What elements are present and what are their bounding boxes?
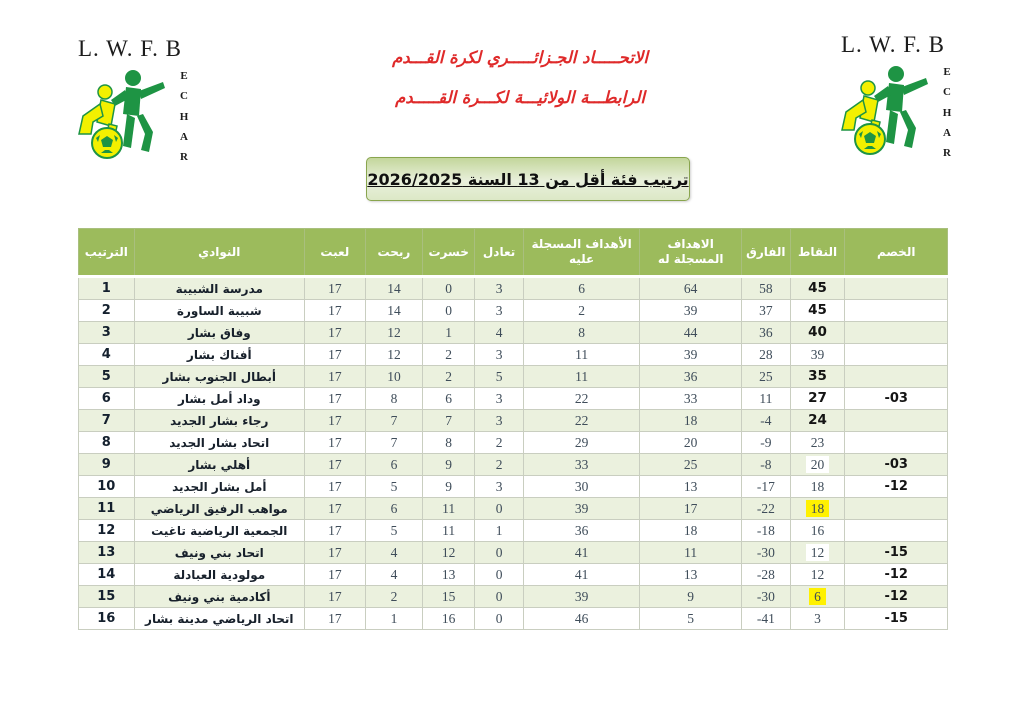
cell-played: 17 xyxy=(304,498,365,520)
table-row xyxy=(79,586,948,608)
cell-deduction xyxy=(845,432,948,454)
cell-played: 17 xyxy=(304,432,365,454)
cell-points xyxy=(790,322,845,344)
table-row xyxy=(79,366,948,388)
cell-drawn: 3 xyxy=(475,388,524,410)
cell-played: 17 xyxy=(304,564,365,586)
cell-for: 13 xyxy=(640,476,742,498)
cell-won: 10 xyxy=(365,366,422,388)
cell-points xyxy=(790,366,845,388)
footballer-icon xyxy=(71,64,175,160)
cell-won: 6 xyxy=(365,454,422,476)
cell-against: 39 xyxy=(523,586,639,608)
cell-deduction xyxy=(845,366,948,388)
cell-for: 36 xyxy=(640,366,742,388)
cell-for: 33 xyxy=(640,388,742,410)
cell-against: 2 xyxy=(523,300,639,322)
cell-rank: 15 xyxy=(79,586,135,608)
cell-rank: 1 xyxy=(79,277,135,300)
cell-played: 17 xyxy=(304,586,365,608)
cell-club: وفاق بشار xyxy=(134,322,304,344)
table-row xyxy=(79,520,948,542)
cell-deduction: -15 xyxy=(845,542,948,564)
cell-club: رجاء بشار الجديد xyxy=(134,410,304,432)
cell-for: 25 xyxy=(640,454,742,476)
cell-diff: -18 xyxy=(742,520,791,542)
points-value: 18 xyxy=(806,500,830,517)
cell-diff: 58 xyxy=(742,277,791,300)
cell-won: 4 xyxy=(365,542,422,564)
cell-rank: 7 xyxy=(79,410,135,432)
cell-lost: 16 xyxy=(423,608,475,630)
cell-rank: 9 xyxy=(79,454,135,476)
cell-for: 39 xyxy=(640,300,742,322)
cell-deduction: -03 xyxy=(845,454,948,476)
cell-diff: -28 xyxy=(742,564,791,586)
cell-for: 11 xyxy=(640,542,742,564)
cell-points xyxy=(790,410,845,432)
table-row xyxy=(79,300,948,322)
cell-for: 20 xyxy=(640,432,742,454)
table-row xyxy=(79,476,948,498)
cell-points xyxy=(790,498,845,520)
col-header-points: النقاط xyxy=(790,229,845,277)
col-header-rank: الترتيب xyxy=(79,229,135,277)
cell-diff: 25 xyxy=(742,366,791,388)
cell-points xyxy=(790,564,845,586)
cell-rank: 5 xyxy=(79,366,135,388)
cell-diff: -41 xyxy=(742,608,791,630)
cell-deduction: -03 xyxy=(845,388,948,410)
cell-diff: 11 xyxy=(742,388,791,410)
table-row xyxy=(79,498,948,520)
cell-lost: 1 xyxy=(423,322,475,344)
cell-club: اتحاد الرياضي مدينة بشار xyxy=(134,608,304,630)
col-header-for: الاهداف المسجلة له xyxy=(640,229,742,277)
cell-played: 17 xyxy=(304,476,365,498)
cell-drawn: 0 xyxy=(475,542,524,564)
table-row xyxy=(79,432,948,454)
cell-points xyxy=(790,277,845,300)
cell-rank: 2 xyxy=(79,300,135,322)
cell-diff: -30 xyxy=(742,586,791,608)
cell-won: 7 xyxy=(365,410,422,432)
points-value: 27 xyxy=(808,390,827,406)
points-value: 20 xyxy=(806,456,830,473)
cell-lost: 9 xyxy=(423,476,475,498)
cell-against: 41 xyxy=(523,542,639,564)
points-value: 18 xyxy=(810,479,825,494)
points-value: 24 xyxy=(808,412,827,428)
cell-rank: 16 xyxy=(79,608,135,630)
points-value: 35 xyxy=(808,368,827,384)
cell-rank: 12 xyxy=(79,520,135,542)
cell-diff: -22 xyxy=(742,498,791,520)
cell-drawn: 4 xyxy=(475,322,524,344)
cell-points xyxy=(790,586,845,608)
cell-points xyxy=(790,542,845,564)
cell-won: 14 xyxy=(365,277,422,300)
cell-against: 30 xyxy=(523,476,639,498)
cell-rank: 10 xyxy=(79,476,135,498)
cell-drawn: 0 xyxy=(475,498,524,520)
cell-played: 17 xyxy=(304,410,365,432)
table-row xyxy=(79,608,948,630)
col-header-club: النوادي xyxy=(134,229,304,277)
cell-rank: 13 xyxy=(79,542,135,564)
cell-club: شبيبة الساورة xyxy=(134,300,304,322)
cell-drawn: 5 xyxy=(475,366,524,388)
table-row xyxy=(79,344,948,366)
cell-won: 8 xyxy=(365,388,422,410)
table-row xyxy=(79,277,948,300)
standings-title: ترتيب فئة أقل من 13 السنة 2026/2025 xyxy=(367,169,689,189)
table-row xyxy=(79,322,948,344)
cell-against: 22 xyxy=(523,410,639,432)
points-value: 23 xyxy=(810,435,825,450)
cell-deduction: -12 xyxy=(845,476,948,498)
cell-diff: -30 xyxy=(742,542,791,564)
col-header-lost: خسرت xyxy=(423,229,475,277)
points-value: 39 xyxy=(810,347,825,362)
cell-diff: -8 xyxy=(742,454,791,476)
cell-drawn: 0 xyxy=(475,564,524,586)
cell-won: 5 xyxy=(365,520,422,542)
cell-rank: 11 xyxy=(79,498,135,520)
cell-against: 11 xyxy=(523,366,639,388)
logo-vertical-text: E C H A R xyxy=(942,66,952,160)
points-value: 40 xyxy=(808,324,827,340)
cell-diff: -4 xyxy=(742,410,791,432)
cell-against: 36 xyxy=(523,520,639,542)
cell-lost: 11 xyxy=(423,520,475,542)
points-value: 12 xyxy=(810,567,825,582)
cell-lost: 11 xyxy=(423,498,475,520)
cell-lost: 12 xyxy=(423,542,475,564)
cell-points xyxy=(790,520,845,542)
logo-title: L. W. F. B xyxy=(77,36,183,61)
cell-against: 11 xyxy=(523,344,639,366)
points-value: 45 xyxy=(808,280,827,296)
cell-won: 6 xyxy=(365,498,422,520)
cell-for: 64 xyxy=(640,277,742,300)
footballer-icon xyxy=(834,60,938,156)
cell-played: 17 xyxy=(304,542,365,564)
cell-drawn: 0 xyxy=(475,608,524,630)
cell-against: 22 xyxy=(523,388,639,410)
cell-won: 4 xyxy=(365,564,422,586)
cell-deduction xyxy=(845,410,948,432)
table-row xyxy=(79,542,948,564)
cell-lost: 8 xyxy=(423,432,475,454)
cell-against: 6 xyxy=(523,277,639,300)
cell-rank: 3 xyxy=(79,322,135,344)
cell-club: اتحاد بشار الجديد xyxy=(134,432,304,454)
cell-deduction: -12 xyxy=(845,586,948,608)
federation-line-1: الاتحـــــاد الجـزائـــــري لكرة القـــدم xyxy=(392,48,648,67)
cell-won: 1 xyxy=(365,608,422,630)
col-header-drawn: تعادل xyxy=(475,229,524,277)
cell-diff: -9 xyxy=(742,432,791,454)
cell-drawn: 3 xyxy=(475,277,524,300)
col-header-against: الأهداف المسجلة عليه xyxy=(523,229,639,277)
cell-diff: 37 xyxy=(742,300,791,322)
table-row xyxy=(79,564,948,586)
cell-club: مواهب الرفيق الرياضي xyxy=(134,498,304,520)
standings-header-row xyxy=(79,229,948,277)
cell-against: 8 xyxy=(523,322,639,344)
cell-won: 12 xyxy=(365,322,422,344)
cell-lost: 7 xyxy=(423,410,475,432)
cell-for: 9 xyxy=(640,586,742,608)
cell-played: 17 xyxy=(304,608,365,630)
cell-against: 33 xyxy=(523,454,639,476)
cell-points xyxy=(790,432,845,454)
cell-for: 13 xyxy=(640,564,742,586)
standings-body xyxy=(79,277,948,630)
cell-diff: 28 xyxy=(742,344,791,366)
cell-drawn: 3 xyxy=(475,300,524,322)
cell-lost: 2 xyxy=(423,366,475,388)
cell-for: 39 xyxy=(640,344,742,366)
cell-against: 46 xyxy=(523,608,639,630)
cell-club: مولودية العبادلة xyxy=(134,564,304,586)
cell-lost: 0 xyxy=(423,300,475,322)
federation-header xyxy=(300,48,740,107)
col-header-deduction: الخصم xyxy=(845,229,948,277)
table-row xyxy=(79,454,948,476)
cell-rank: 8 xyxy=(79,432,135,454)
cell-lost: 9 xyxy=(423,454,475,476)
cell-for: 18 xyxy=(640,520,742,542)
cell-deduction: -15 xyxy=(845,608,948,630)
cell-played: 17 xyxy=(304,277,365,300)
cell-played: 17 xyxy=(304,520,365,542)
cell-played: 17 xyxy=(304,322,365,344)
cell-deduction xyxy=(845,498,948,520)
cell-drawn: 2 xyxy=(475,432,524,454)
points-value: 6 xyxy=(809,588,826,605)
lwfb-logo-left xyxy=(55,36,205,168)
cell-rank: 14 xyxy=(79,564,135,586)
cell-against: 39 xyxy=(523,498,639,520)
cell-points xyxy=(790,454,845,476)
cell-won: 5 xyxy=(365,476,422,498)
col-header-played: لعبت xyxy=(304,229,365,277)
cell-club: الجمعية الرياضية تاغيت xyxy=(134,520,304,542)
cell-drawn: 1 xyxy=(475,520,524,542)
cell-deduction xyxy=(845,344,948,366)
cell-for: 44 xyxy=(640,322,742,344)
points-value: 12 xyxy=(806,544,830,561)
standings-title-box xyxy=(366,157,690,201)
cell-deduction xyxy=(845,300,948,322)
cell-deduction: -12 xyxy=(845,564,948,586)
cell-club: أكادمية بني ونيف xyxy=(134,586,304,608)
cell-rank: 6 xyxy=(79,388,135,410)
cell-points xyxy=(790,344,845,366)
cell-drawn: 2 xyxy=(475,454,524,476)
cell-against: 29 xyxy=(523,432,639,454)
cell-points xyxy=(790,388,845,410)
cell-played: 17 xyxy=(304,454,365,476)
cell-played: 17 xyxy=(304,388,365,410)
cell-drawn: 0 xyxy=(475,586,524,608)
cell-won: 2 xyxy=(365,586,422,608)
cell-club: أفناك بشار xyxy=(134,344,304,366)
cell-diff: -17 xyxy=(742,476,791,498)
cell-lost: 2 xyxy=(423,344,475,366)
lwfb-logo-right xyxy=(818,32,968,164)
cell-deduction xyxy=(845,277,948,300)
federation-line-2: الرابطـــة الولائيـــة لكـــرة القـــــدم xyxy=(395,88,645,107)
cell-rank: 4 xyxy=(79,344,135,366)
points-value: 3 xyxy=(814,611,821,626)
col-header-diff: الفارق xyxy=(742,229,791,277)
cell-against: 41 xyxy=(523,564,639,586)
cell-for: 17 xyxy=(640,498,742,520)
cell-drawn: 3 xyxy=(475,410,524,432)
logo-title: L. W. F. B xyxy=(840,32,946,57)
cell-club: أمل بشار الجديد xyxy=(134,476,304,498)
cell-club: مدرسة الشبيبة xyxy=(134,277,304,300)
points-value: 16 xyxy=(810,523,825,538)
cell-club: أبطال الجنوب بشار xyxy=(134,366,304,388)
cell-lost: 13 xyxy=(423,564,475,586)
points-value: 45 xyxy=(808,302,827,318)
cell-for: 18 xyxy=(640,410,742,432)
table-row xyxy=(79,388,948,410)
cell-lost: 15 xyxy=(423,586,475,608)
col-header-won: ربحت xyxy=(365,229,422,277)
table-row xyxy=(79,410,948,432)
cell-lost: 0 xyxy=(423,277,475,300)
cell-club: أهلي بشار xyxy=(134,454,304,476)
cell-drawn: 3 xyxy=(475,476,524,498)
standings-table xyxy=(78,228,948,630)
cell-deduction xyxy=(845,322,948,344)
cell-played: 17 xyxy=(304,366,365,388)
cell-points xyxy=(790,300,845,322)
cell-deduction xyxy=(845,520,948,542)
cell-club: وداد أمل بشار xyxy=(134,388,304,410)
cell-for: 5 xyxy=(640,608,742,630)
logo-vertical-text: E C H A R xyxy=(179,70,189,164)
cell-points xyxy=(790,476,845,498)
cell-won: 7 xyxy=(365,432,422,454)
cell-won: 14 xyxy=(365,300,422,322)
cell-drawn: 3 xyxy=(475,344,524,366)
cell-points xyxy=(790,608,845,630)
cell-played: 17 xyxy=(304,344,365,366)
cell-club: اتحاد بني ونيف xyxy=(134,542,304,564)
cell-won: 12 xyxy=(365,344,422,366)
cell-diff: 36 xyxy=(742,322,791,344)
cell-played: 17 xyxy=(304,300,365,322)
cell-lost: 6 xyxy=(423,388,475,410)
